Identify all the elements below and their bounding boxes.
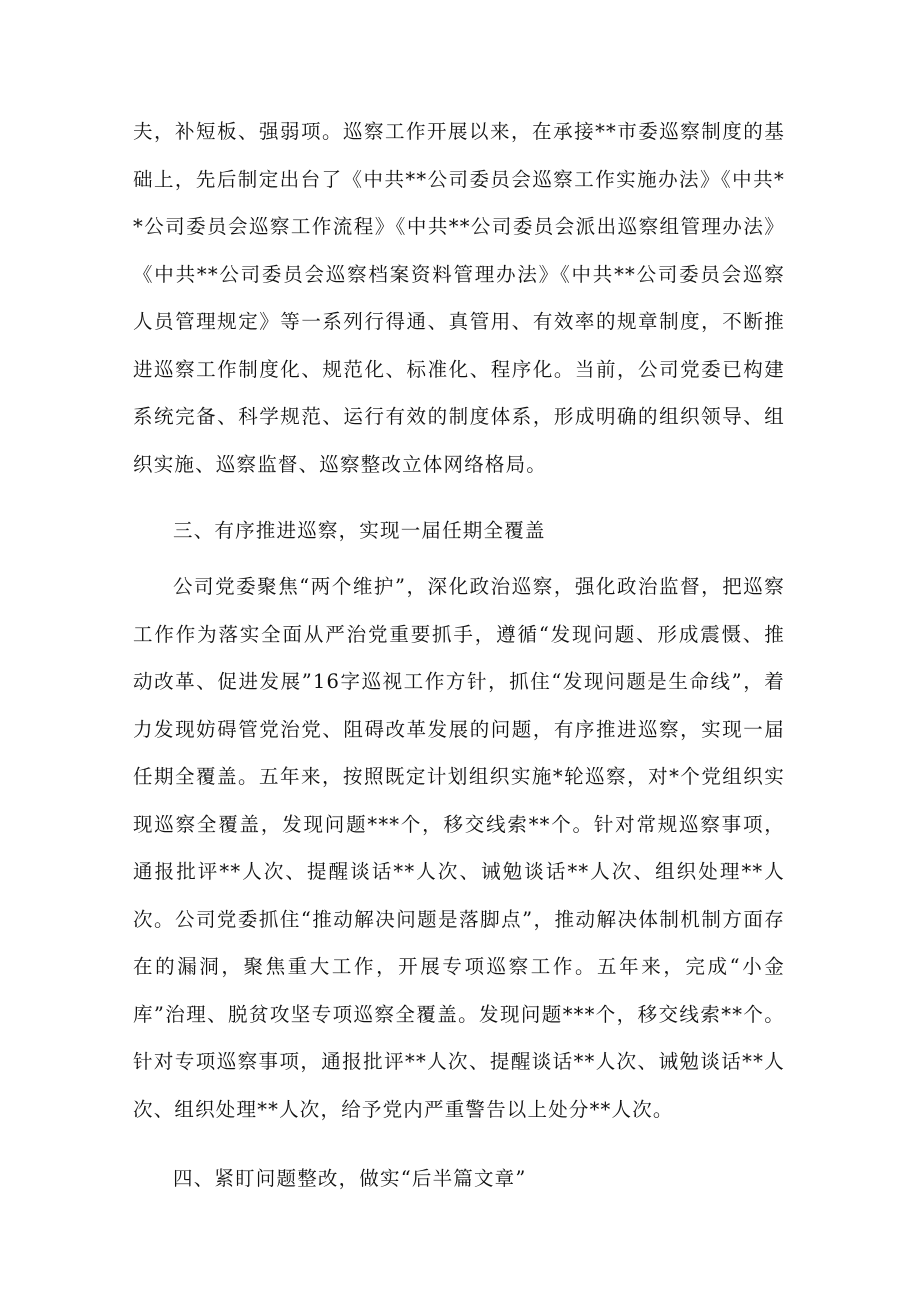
section-heading-3: 三、有序推进巡察，实现一届任期全覆盖 [173, 519, 546, 542]
section-heading-4: 四、紧盯问题整改，做实“后半篇文章” [173, 1167, 527, 1190]
body-paragraph-inspection: 公司党委聚焦“两个维护”，深化政治巡察，强化政治监督，把巡察工作作为落实全面从严治党重要抓手，遵循“发现问题、形成震慑、推动改革、促进发展”16字巡视工作方针，抓住“发现问题是生命线”，着力发现妨碍管党治党、阻碍改革发展的问题，有序推进巡察，实现一届任期全覆盖。五年来，按照既定计划组织实施*轮巡察，对*个党组织实现巡察全覆盖，发现问题***个，移交线索**个。针对常规巡察事项，通报批评**人次、提醒谈话**人次、诫勉谈话**人次、组织处理**人次。公司党委抓住“推动解决问题是落脚点”，推动解决体制机制方面存在的漏洞，聚焦重大工作，开展专项巡察工作。五年来，完成“小金库”治理、脱贫攻坚专项巡察全覆盖。发现问题***个，移交线索**个。针对专项巡察事项，通报批评**人次、提醒谈话**人次、诫勉谈话**人次、组织处理**人次，给予党内严重警告以上处分**人次。 [133, 575, 785, 1121]
body-paragraph-continued: 夫，补短板、强弱项。巡察工作开展以来，在承接**市委巡察制度的基础上，先后制定出台了《中共**公司委员会巡察工作实施办法》《中共**公司委员会巡察工作流程》《中共**公司委员会派出巡察组管理办法》《中共**公司委员会巡察档案资料管理办法》《中共**公司委员会巡察人员管理规定》等一系列行得通、真管用、有效率的规章制度，不断推进巡察工作制度化、规范化、标准化、程序化。当前，公司党委已构建系统完备、科学规范、运行有效的制度体系，形成明确的组织领导、组织实施、巡察监督、巡察整改立体网络格局。 [133, 120, 785, 476]
